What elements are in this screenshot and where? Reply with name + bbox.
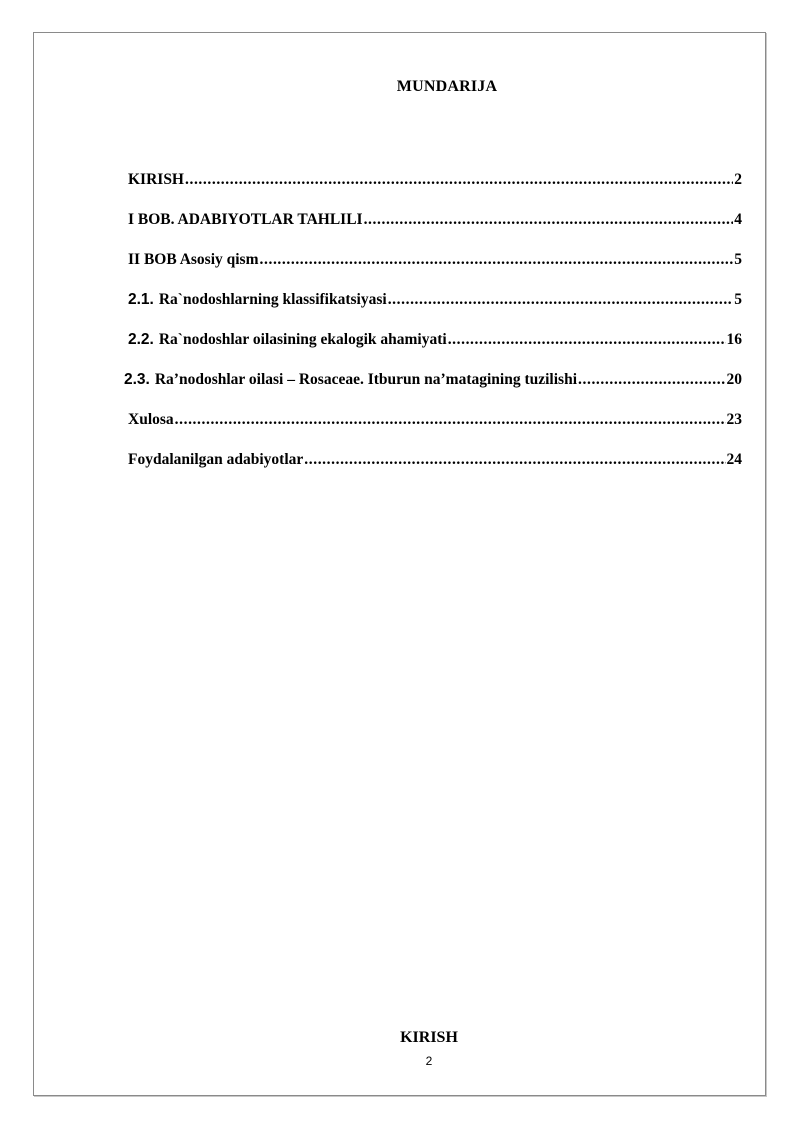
toc-leader-dots	[260, 251, 734, 269]
toc-leader-dots	[175, 411, 726, 429]
toc-leader-dots	[448, 331, 726, 349]
table-of-contents	[124, 171, 742, 491]
toc-entry-2-2[interactable]	[128, 331, 742, 371]
toc-leader-dots	[388, 291, 734, 309]
toc-entry-2-3[interactable]	[124, 371, 742, 411]
toc-entry-kirish[interactable]	[128, 171, 742, 211]
toc-entry-page: 4	[734, 211, 742, 228]
toc-entry-page: 5	[734, 251, 742, 268]
toc-entry-label: II BOB Asosiy qism	[128, 251, 259, 268]
toc-entry-ii-bob[interactable]	[128, 251, 742, 291]
toc-entry-2-1[interactable]	[128, 291, 742, 331]
toc-leader-dots	[304, 451, 725, 469]
toc-entry-number: 2.1.	[128, 291, 154, 308]
toc-leader-dots	[364, 211, 734, 229]
toc-leader-dots	[185, 171, 733, 189]
section-heading: KIRISH	[400, 1029, 458, 1046]
toc-entry-page: 5	[734, 291, 742, 308]
toc-entry-label: Xulosa	[128, 411, 174, 428]
toc-entry-label: I BOB. ADABIYOTLAR TAHLILI	[128, 211, 363, 228]
toc-entry-number: 2.2.	[128, 331, 154, 348]
toc-entry-page: 23	[726, 411, 742, 428]
toc-entry-label: KIRISH	[128, 171, 184, 188]
document-title: MUNDARIJA	[396, 78, 498, 95]
toc-entry-label: Ra’nodoshlar oilasi – Rosaceae. Itburun na’matagining tuzilishi	[154, 371, 578, 388]
toc-entry-i-bob[interactable]	[128, 211, 742, 251]
toc-entry-xulosa[interactable]	[128, 411, 742, 451]
toc-leader-dots	[578, 371, 725, 389]
toc-entry-label: Ra`nodoshlar oilasining ekalogik ahamiyati	[158, 331, 447, 348]
toc-entry-page: 2	[734, 171, 742, 188]
toc-entry-page: 24	[726, 451, 742, 468]
page-number: 2	[425, 1054, 433, 1068]
toc-entry-label: Foydalanilgan adabiyotlar	[128, 451, 304, 468]
toc-entry-number: 2.3.	[124, 371, 150, 388]
toc-entry-page: 16	[726, 331, 742, 348]
toc-entry-page: 20	[726, 371, 742, 388]
toc-entry-label: Ra`nodoshlarning klassifikatsiyasi	[158, 291, 387, 308]
toc-entry-adabiyotlar[interactable]	[128, 451, 742, 491]
